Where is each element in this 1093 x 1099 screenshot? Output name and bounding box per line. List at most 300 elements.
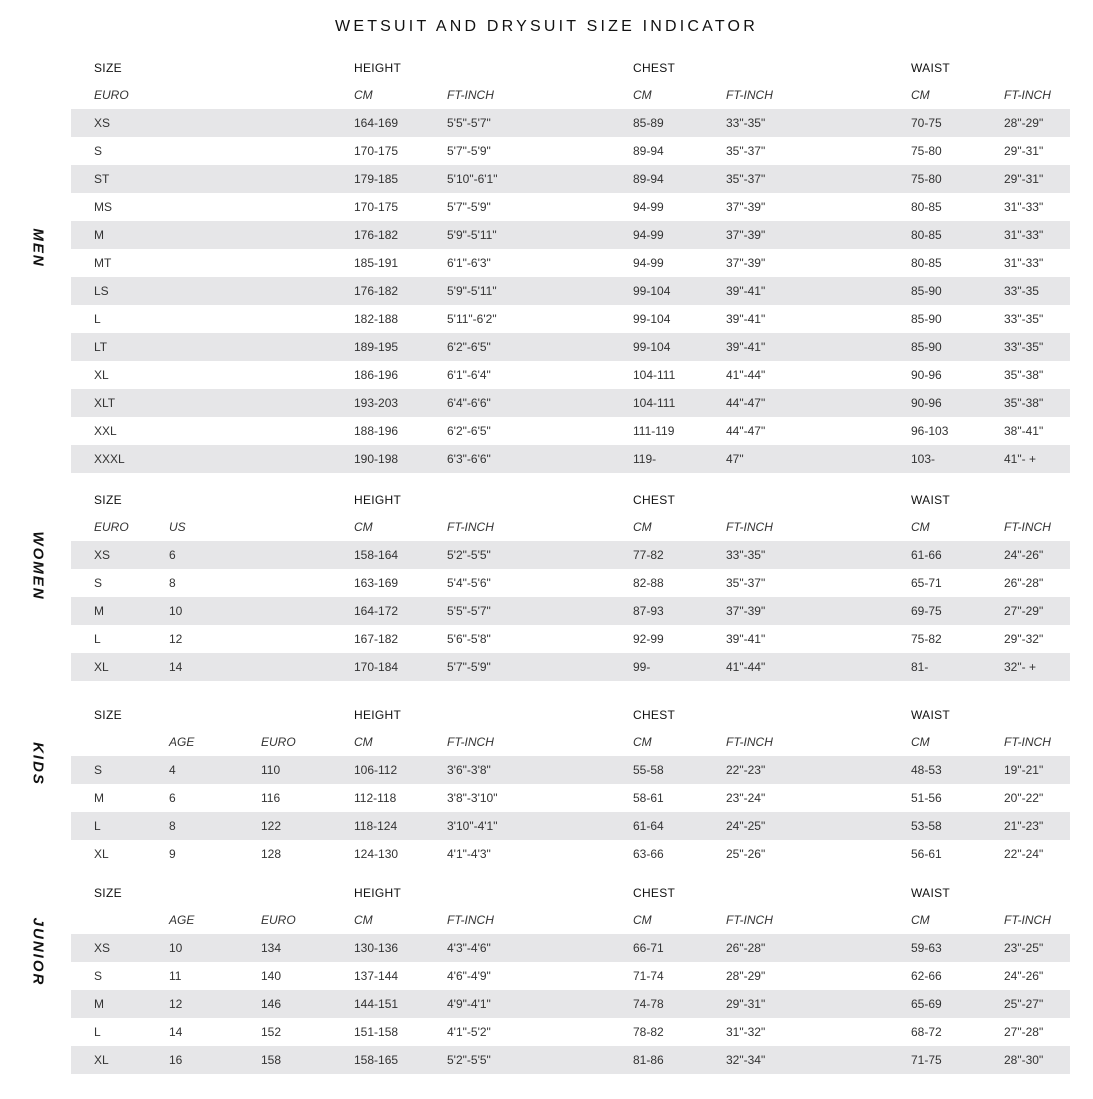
size-section-women — [71, 486, 1070, 681]
table-cell: 48-53 — [911, 763, 942, 777]
table-row — [71, 962, 1070, 990]
table-cell: 71-74 — [633, 969, 664, 983]
column-header-chest: CHEST — [633, 886, 676, 900]
table-row — [71, 109, 1070, 137]
table-cell: 94-99 — [633, 228, 664, 242]
subheader-cm: CM — [633, 735, 652, 749]
table-cell: 33"-35" — [726, 548, 766, 562]
table-cell: 68-72 — [911, 1025, 942, 1039]
table-cell: 14 — [169, 1025, 183, 1039]
table-cell: XS — [94, 116, 111, 130]
table-cell: 5'10"-6'1" — [447, 172, 498, 186]
table-cell: MT — [94, 256, 112, 270]
table-cell: M — [94, 228, 104, 242]
table-cell: ST — [94, 172, 110, 186]
table-cell: 9 — [169, 847, 176, 861]
table-cell: 22"-24" — [1004, 847, 1044, 861]
table-cell: 5'4"-5'6" — [447, 576, 491, 590]
table-cell: 85-90 — [911, 312, 942, 326]
table-cell: 22"-23" — [726, 763, 766, 777]
table-cell: 44"-47" — [726, 424, 766, 438]
subheader-ft-inch: FT-INCH — [447, 520, 494, 534]
table-cell: 158-164 — [354, 548, 399, 562]
table-cell: 20"-22" — [1004, 791, 1044, 805]
table-cell: 170-175 — [354, 200, 399, 214]
table-cell: 96-103 — [911, 424, 949, 438]
table-cell: 179-185 — [354, 172, 399, 186]
table-cell: 31"-32" — [726, 1025, 766, 1039]
table-cell: 3'10"-4'1" — [447, 819, 498, 833]
table-cell: 53-58 — [911, 819, 942, 833]
table-cell: 4 — [169, 763, 176, 777]
size-section-men — [71, 54, 1070, 473]
table-cell: 4'6"-4'9" — [447, 969, 491, 983]
column-header-waist: WAIST — [911, 708, 951, 722]
subheader-ft-inch: FT-INCH — [726, 520, 773, 534]
table-cell: M — [94, 604, 104, 618]
subheader-cm: CM — [911, 520, 930, 534]
table-cell: 5'6"-5'8" — [447, 632, 491, 646]
table-cell: 5'5"-5'7" — [447, 116, 491, 130]
table-cell: 12 — [169, 632, 183, 646]
size-section-kids — [71, 701, 1070, 868]
table-cell: S — [94, 576, 103, 590]
table-cell: 31"-33" — [1004, 200, 1044, 214]
table-cell: 99-104 — [633, 340, 671, 354]
table-cell: 39"-41" — [726, 284, 766, 298]
table-cell: 77-82 — [633, 548, 664, 562]
table-cell: 5'5"-5'7" — [447, 604, 491, 618]
table-cell: 99-104 — [633, 312, 671, 326]
subheader-row — [71, 728, 1070, 756]
column-header-size: SIZE — [94, 708, 122, 722]
table-cell: 110 — [261, 763, 281, 777]
table-cell: 23"-25" — [1004, 941, 1044, 955]
table-cell: 61-66 — [911, 548, 942, 562]
table-cell: 33"-35 — [1004, 284, 1039, 298]
table-cell: 28"-30" — [1004, 1053, 1044, 1067]
column-header-height: HEIGHT — [354, 886, 402, 900]
table-cell: 23"-24" — [726, 791, 766, 805]
table-cell: 75-82 — [911, 632, 942, 646]
table-cell: 4'1"-4'3" — [447, 847, 491, 861]
table-cell: 5'7"-5'9" — [447, 660, 491, 674]
table-cell: 80-85 — [911, 200, 942, 214]
table-cell: MS — [94, 200, 112, 214]
subheader-ft-inch: FT-INCH — [1004, 913, 1051, 927]
section-label-text: KIDS — [29, 742, 47, 786]
section-label-text: WOMEN — [29, 531, 47, 601]
table-cell: LS — [94, 284, 109, 298]
table-cell: 90-96 — [911, 396, 942, 410]
table-cell: XXXL — [94, 452, 125, 466]
subheader-cm: CM — [633, 913, 652, 927]
subheader-ft-inch: FT-INCH — [726, 913, 773, 927]
table-cell: 37"-39" — [726, 228, 766, 242]
table-cell: 170-175 — [354, 144, 399, 158]
table-cell: 26"-28" — [726, 941, 766, 955]
table-row — [71, 784, 1070, 812]
table-cell: 170-184 — [354, 660, 399, 674]
table-cell: 164-172 — [354, 604, 399, 618]
table-cell: 8 — [169, 576, 176, 590]
table-cell: 44"-47" — [726, 396, 766, 410]
table-cell: 37"-39" — [726, 604, 766, 618]
column-header-height: HEIGHT — [354, 493, 402, 507]
table-cell: 164-169 — [354, 116, 399, 130]
table-row — [71, 597, 1070, 625]
table-cell: 25"-27" — [1004, 997, 1044, 1011]
table-cell: 31"-33" — [1004, 256, 1044, 270]
table-row — [71, 756, 1070, 784]
table-row — [71, 653, 1070, 681]
subheader-cm: CM — [633, 88, 652, 102]
subheader-row — [71, 81, 1070, 109]
table-cell: 71-75 — [911, 1053, 942, 1067]
table-cell: LT — [94, 340, 108, 354]
table-cell: 27"-29" — [1004, 604, 1044, 618]
table-cell: 87-93 — [633, 604, 664, 618]
table-cell: 104-111 — [633, 368, 676, 382]
table-row — [71, 934, 1070, 962]
table-cell: 32"-34" — [726, 1053, 766, 1067]
table-cell: 39"-41" — [726, 632, 766, 646]
table-cell: 5'9"-5'11" — [447, 228, 497, 242]
table-cell: 21"-23" — [1004, 819, 1044, 833]
table-cell: 112-118 — [354, 791, 397, 805]
table-cell: S — [94, 969, 103, 983]
table-cell: 6'2"-6'5" — [447, 340, 491, 354]
table-cell: M — [94, 997, 104, 1011]
table-cell: 5'7"-5'9" — [447, 200, 491, 214]
table-cell: 137-144 — [354, 969, 399, 983]
table-cell: 3'8"-3'10" — [447, 791, 498, 805]
table-cell: XL — [94, 660, 109, 674]
table-cell: 118-124 — [354, 819, 398, 833]
table-row — [71, 249, 1070, 277]
table-cell: 85-90 — [911, 284, 942, 298]
table-cell: 134 — [261, 941, 282, 955]
table-cell: L — [94, 819, 101, 833]
column-header-size: SIZE — [94, 493, 122, 507]
subheader-cm: CM — [911, 913, 930, 927]
subheader-ft-inch: FT-INCH — [1004, 735, 1051, 749]
column-header-chest: CHEST — [633, 493, 676, 507]
table-row — [71, 812, 1070, 840]
table-cell: 6'1"-6'3" — [447, 256, 491, 270]
table-cell: 41"- + — [1004, 452, 1036, 466]
subheader-cm: CM — [633, 520, 652, 534]
subheader-euro: EURO — [261, 735, 296, 749]
table-cell: 4'1"-5'2" — [447, 1025, 491, 1039]
table-row — [71, 165, 1070, 193]
section-label-text: MEN — [29, 228, 47, 268]
table-row — [71, 389, 1070, 417]
table-cell: XS — [94, 548, 111, 562]
table-cell: 116 — [261, 791, 281, 805]
table-cell: 140 — [261, 969, 282, 983]
table-cell: 56-61 — [911, 847, 942, 861]
column-header-waist: WAIST — [911, 886, 951, 900]
table-cell: L — [94, 312, 101, 326]
page-title: WETSUIT AND DRYSUIT SIZE INDICATOR — [335, 18, 758, 35]
size-section-junior — [71, 879, 1070, 1074]
table-cell: 5'2"-5'5" — [447, 1053, 491, 1067]
table-cell: 5'2"-5'5" — [447, 548, 491, 562]
table-cell: 35"-38" — [1004, 368, 1044, 382]
subheader-row — [71, 906, 1070, 934]
table-cell: 82-88 — [633, 576, 664, 590]
table-cell: 26"-28" — [1004, 576, 1044, 590]
table-cell: 152 — [261, 1025, 282, 1039]
subheader-cm: CM — [911, 735, 930, 749]
table-cell: 158-165 — [354, 1053, 399, 1067]
table-cell: L — [94, 1025, 101, 1039]
table-row — [71, 305, 1070, 333]
table-cell: 29"-32" — [1004, 632, 1044, 646]
table-row — [71, 333, 1070, 361]
subheader-ft-inch: FT-INCH — [1004, 88, 1051, 102]
table-cell: 4'9"-4'1" — [447, 997, 491, 1011]
table-cell: L — [94, 632, 101, 646]
column-header-size: SIZE — [94, 886, 122, 900]
table-cell: 33"-35" — [1004, 312, 1044, 326]
column-header-size: SIZE — [94, 61, 122, 75]
table-cell: 29"-31" — [1004, 144, 1044, 158]
table-cell: 66-71 — [633, 941, 664, 955]
table-cell: 6 — [169, 548, 176, 562]
table-cell: 80-85 — [911, 256, 942, 270]
table-cell: 35"-37" — [726, 576, 766, 590]
table-row — [71, 625, 1070, 653]
table-cell: 103- — [911, 452, 936, 466]
table-cell: 176-182 — [354, 284, 399, 298]
table-cell: 74-78 — [633, 997, 664, 1011]
subheader-age: AGE — [169, 735, 195, 749]
table-cell: 81- — [911, 660, 929, 674]
subheader-cm: CM — [354, 913, 373, 927]
table-cell: 5'9"-5'11" — [447, 284, 497, 298]
table-cell: 31"-33" — [1004, 228, 1044, 242]
header-row — [71, 701, 1070, 728]
table-cell: 25"-26" — [726, 847, 766, 861]
table-cell: 28"-29" — [1004, 116, 1044, 130]
table-cell: 65-71 — [911, 576, 942, 590]
subheader-euro: EURO — [94, 88, 129, 102]
table-cell: XL — [94, 847, 109, 861]
table-cell: 94-99 — [633, 200, 664, 214]
table-cell: 70-75 — [911, 116, 942, 130]
table-cell: 6'1"-6'4" — [447, 368, 491, 382]
table-cell: 176-182 — [354, 228, 399, 242]
table-row — [71, 445, 1070, 473]
table-cell: 106-112 — [354, 763, 398, 777]
table-cell: 75-80 — [911, 144, 942, 158]
table-cell: 89-94 — [633, 144, 664, 158]
table-cell: 130-136 — [354, 941, 399, 955]
subheader-cm: CM — [354, 735, 373, 749]
table-cell: 14 — [169, 660, 183, 674]
table-cell: 111-119 — [633, 424, 675, 438]
table-cell: 29"-31" — [1004, 172, 1044, 186]
section-label-text: JUNIOR — [29, 917, 47, 987]
table-cell: 41"-44" — [726, 368, 766, 382]
table-cell: 3'6"-3'8" — [447, 763, 491, 777]
table-row — [71, 1046, 1070, 1074]
table-cell: 38"-41" — [1004, 424, 1044, 438]
table-cell: M — [94, 791, 104, 805]
table-cell: 6 — [169, 791, 176, 805]
table-cell: 167-182 — [354, 632, 399, 646]
table-cell: XS — [94, 941, 111, 955]
table-cell: 144-151 — [354, 997, 399, 1011]
subheader-ft-inch: FT-INCH — [447, 913, 494, 927]
table-cell: 104-111 — [633, 396, 676, 410]
table-cell: 37"-39" — [726, 200, 766, 214]
table-row — [71, 361, 1070, 389]
subheader-euro: EURO — [261, 913, 296, 927]
table-row — [71, 541, 1070, 569]
table-cell: 27"-28" — [1004, 1025, 1044, 1039]
table-cell: 6'2"-6'5" — [447, 424, 491, 438]
table-cell: 81-86 — [633, 1053, 664, 1067]
table-cell: S — [94, 144, 103, 158]
table-cell: 99-104 — [633, 284, 671, 298]
table-cell: 99- — [633, 660, 651, 674]
table-cell: 10 — [169, 604, 183, 618]
header-row — [71, 879, 1070, 906]
table-cell: 51-56 — [911, 791, 942, 805]
table-cell: 35"-38" — [1004, 396, 1044, 410]
table-cell: 158 — [261, 1053, 282, 1067]
table-cell: 190-198 — [354, 452, 399, 466]
table-cell: 12 — [169, 997, 183, 1011]
table-cell: 69-75 — [911, 604, 942, 618]
table-cell: 24"-26" — [1004, 969, 1044, 983]
table-cell: 85-90 — [911, 340, 942, 354]
subheader-ft-inch: FT-INCH — [726, 735, 773, 749]
subheader-ft-inch: FT-INCH — [726, 88, 773, 102]
table-cell: 6'4"-6'6" — [447, 396, 491, 410]
table-cell: 35"-37" — [726, 172, 766, 186]
table-cell: 24"-26" — [1004, 548, 1044, 562]
table-cell: 90-96 — [911, 368, 942, 382]
table-cell: 6'3"-6'6" — [447, 452, 491, 466]
table-cell: XLT — [94, 396, 116, 410]
table-row — [71, 221, 1070, 249]
table-cell: 5'7"-5'9" — [447, 144, 491, 158]
subheader-cm: CM — [911, 88, 930, 102]
table-cell: 124-130 — [354, 847, 399, 861]
table-cell: 146 — [261, 997, 282, 1011]
column-header-height: HEIGHT — [354, 708, 402, 722]
table-cell: 24"-25" — [726, 819, 766, 833]
table-row — [71, 990, 1070, 1018]
table-cell: 39"-41" — [726, 340, 766, 354]
table-cell: 59-63 — [911, 941, 942, 955]
table-cell: 37"-39" — [726, 256, 766, 270]
table-cell: 32"- + — [1004, 660, 1036, 674]
table-cell: 163-169 — [354, 576, 399, 590]
subheader-age: AGE — [169, 913, 195, 927]
subheader-row — [71, 513, 1070, 541]
table-row — [71, 193, 1070, 221]
table-cell: 41"-44" — [726, 660, 766, 674]
subheader-ft-inch: FT-INCH — [447, 88, 494, 102]
subheader-ft-inch: FT-INCH — [447, 735, 494, 749]
table-row — [71, 417, 1070, 445]
subheader-ft-inch: FT-INCH — [1004, 520, 1051, 534]
table-cell: 75-80 — [911, 172, 942, 186]
table-cell: S — [94, 763, 103, 777]
table-cell: 29"-31" — [726, 997, 766, 1011]
table-cell: 122 — [261, 819, 282, 833]
table-cell: 182-188 — [354, 312, 399, 326]
table-cell: 119- — [633, 452, 657, 466]
table-cell: XL — [94, 368, 109, 382]
header-row — [71, 54, 1070, 81]
table-cell: 188-196 — [354, 424, 399, 438]
table-cell: 62-66 — [911, 969, 942, 983]
table-cell: 94-99 — [633, 256, 664, 270]
table-cell: 39"-41" — [726, 312, 766, 326]
table-cell: 55-58 — [633, 763, 664, 777]
subheader-cm: CM — [354, 520, 373, 534]
table-cell: 189-195 — [354, 340, 399, 354]
table-cell: 61-64 — [633, 819, 664, 833]
table-cell: 89-94 — [633, 172, 664, 186]
table-cell: 186-196 — [354, 368, 399, 382]
table-cell: 5'11"-6'2" — [447, 312, 497, 326]
table-cell: 28"-29" — [726, 969, 766, 983]
table-cell: 92-99 — [633, 632, 664, 646]
table-cell: 193-203 — [354, 396, 399, 410]
table-cell: 47" — [726, 452, 744, 466]
table-cell: 65-69 — [911, 997, 942, 1011]
subheader-cm: CM — [354, 88, 373, 102]
column-header-chest: CHEST — [633, 708, 676, 722]
table-cell: 151-158 — [354, 1025, 399, 1039]
table-cell: 58-61 — [633, 791, 664, 805]
table-cell: 80-85 — [911, 228, 942, 242]
column-header-chest: CHEST — [633, 61, 676, 75]
table-cell: 35"-37" — [726, 144, 766, 158]
table-cell: 4'3"-4'6" — [447, 941, 491, 955]
table-cell: 63-66 — [633, 847, 664, 861]
table-row — [71, 840, 1070, 868]
table-cell: 16 — [169, 1053, 183, 1067]
column-header-height: HEIGHT — [354, 61, 402, 75]
table-row — [71, 137, 1070, 165]
table-cell: 19"-21" — [1004, 763, 1044, 777]
table-cell: 11 — [169, 969, 182, 983]
table-cell: 33"-35" — [726, 116, 766, 130]
table-row — [71, 569, 1070, 597]
table-cell: 78-82 — [633, 1025, 664, 1039]
table-cell: 128 — [261, 847, 282, 861]
table-row — [71, 277, 1070, 305]
subheader-euro: EURO — [94, 520, 129, 534]
table-cell: 85-89 — [633, 116, 664, 130]
subheader-us: US — [169, 520, 186, 534]
header-row — [71, 486, 1070, 513]
column-header-waist: WAIST — [911, 61, 951, 75]
table-cell: XXL — [94, 424, 117, 438]
table-row — [71, 1018, 1070, 1046]
table-cell: 8 — [169, 819, 176, 833]
table-cell: 185-191 — [354, 256, 399, 270]
table-cell: 10 — [169, 941, 183, 955]
